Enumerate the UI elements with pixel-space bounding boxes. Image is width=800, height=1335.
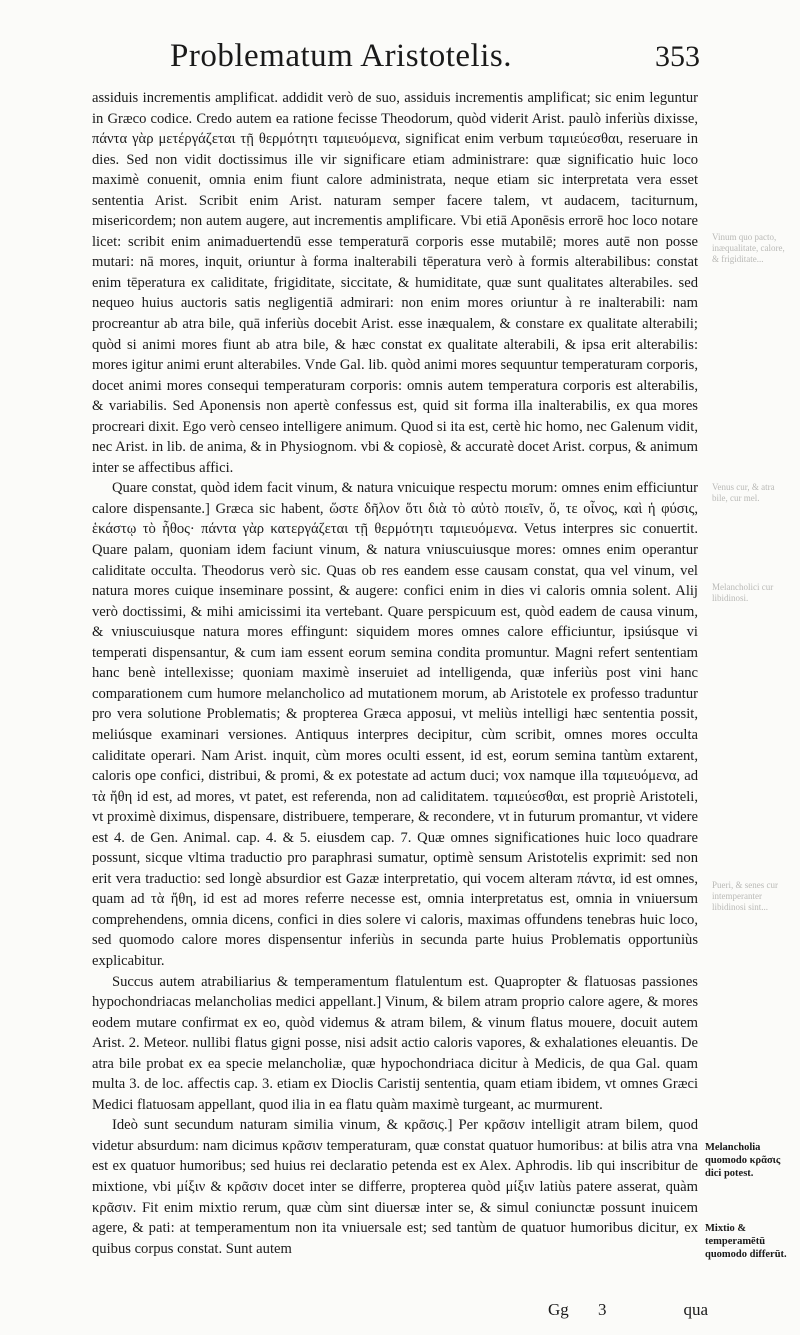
margin-note-mixtio: Mixtio & temperamētū quomodo differūt. <box>705 1223 787 1260</box>
bleed-through-note-2: Venus cur, & atra bile, cur mel. <box>712 482 775 503</box>
signature-number: 3 <box>598 1300 607 1319</box>
page-number: 353 <box>655 40 700 73</box>
paragraph-2: Quare constat, quòd idem facit vinum, & natura vnicuique respectu morum: omnes enim efficiuntur calore dispensante.] Græca sic habent, ὥστε δῆλον ὅτι διὰ τὸ αὐτὸ ποιεῖν, ὅ, τε οἶνος, καὶ ἡ φύσις, ἑκάστῳ τὸ ἦθος· πάντα γὰρ κατεργάζεται τῇ θερμότητι ταμιευόμενα. Vetus interpres sic conuertit. Quare palam, quoniam idem faciunt vinum, & natura vniuscuiusque mores: omnes enim operantur caliditate occulta. Theodorus verò sic. Quas ob res eandem esse causam constat, qua vel vinum, vel natura mores cuique inseminare possint, & augere: confici enim in dies vi caloris omnia solent. Alij verò doctissimi, & mihi amicissimi ita vertebant. Quare perspicuum est, quòd eadem de causa vinum, & vniuscuiusque natura mores effingunt: siquidem mores omnes calore efficiuntur, ipsiúsque vi temperati dispensantur, & cum iam essent eorum semina condita promuntur. Magni refert sententiam hanc benè intellexisse; quoniam maximè inseruiet ad intelligenda, quæ inferiùs post vini hanc comparationem cum humore melancholico ad mutationem morum, ab Aristotele ex professo traduntur pro vera solutione Problematis; & propterea Græca apposui, vt meliùs intelligi hæc sententia possit, meliúsque examinari versiones. Antiquus interpres decipitur, cùm scribit, omnes mores occulta caliditate operari. Nam Arist. inquit, cùm mores oculti essent, id est, eorum semina tantùm extarent, caloris ope confici, distribui, & promi, & ex potestate ad actum duci; vox namque illa ταμιευόμενα, ad τὰ ἤθη id est, ad mores, vt patet, est referenda, non ad caliditatem. ταμιεύεσθαι, est propriè Aristoteli, vt proximè diximus, dispensare, distribuere, temperare, & recondere, vt in futurum promantur, vt videre est 4. de Gen. Animal. cap. 4. & 5. eiusdem cap. 7. Quæ omnes significationes huic loco quadrare possunt, sicque vltima traductio pro paraphrasi sumatur, optimè sensum Aristotelis exprimit: sed non erit vera traductio: sed longè absurdior est Gazæ interpretatio, qui vocem alteram πάντα, id est omnes, quam ad τὰ ἤθη, id est ad mores referre necesse est, omnia interpretatus est, omnia in vniuersum comprehendens, omnia dicens, confici in dies solere vi caloris, maximas offundens tenebras huic loco, sed quomodo calore mores dispensentur inferiùs in secunda parte huius Problematis opportuniùs explicabitur. <box>92 480 698 969</box>
main-text-column <box>92 88 698 1259</box>
running-header <box>130 38 700 82</box>
bleed-through-note-4: Pueri, & senes cur intemperanter libidinosi sint... <box>712 880 778 912</box>
catchword: qua <box>683 1300 708 1319</box>
bleed-through-note-3: Melancholici cur libidinosi. <box>712 582 774 603</box>
page-footer <box>540 1300 710 1324</box>
margin-note-melancholia: Melancholia quomodo κρᾶσις dici potest. <box>705 1142 781 1179</box>
paragraph-3: Succus autem atrabiliarius & temperamentum flatulentum est. Quapropter & flatuosas passiones hypochondriacas melancholias medici appellant.] Vinum, & bilem atram proprio calore agere, & mores eodem mutare confirmat ex eo, quòd videmus & atram bilem, & vinum flatus mouere, docuit autem Arist. 2. Meteor. nullibi flatus gigni posse, nisi adsit actio caloris vapores, & exhalationes eleuantis. De atra bile probat ex ea specie melancholiæ, quæ hypochondriaca dicitur à Medicis, de qua Gal. quam multa 3. de loc. affectis cap. 3. etiam ex Dioclis Caristij sententia, quam etiam ibidem, vt omnes Græci Medici flatuosam appellant, quod ilia in ea flatu quàm maximè turgeant, ac murmurent. <box>92 973 698 1113</box>
signature-mark: Gg <box>548 1300 569 1319</box>
page-title: Problematum Aristotelis. <box>170 38 512 74</box>
bleed-through-note-1: Vinum quo pacto, inæqualitate, calore, & frigiditate... <box>712 232 785 264</box>
paragraph-1: assiduis incrementis amplificat. addidit verò de suo, assiduis incrementis amplificat; sic enim leguntur in Græco codice. Credo autem ea ratione fecisse Theodorum, quòd viderit Arist. paulò inferiùs dixisse, πάντα γὰρ μετέργάζεται τῇ θερμότητι ταμιευόμενα, significat enim verbum ταμιεύεσθαι, reseruare in dies. Sed non vidit doctissimus ille vir significare etiam administrare: quæ significatio huic loco maximè conuenit, omnia enim fiunt calore administrata, neque etiam sic interpretata vera esset sententia Arist. Scribit enim Arist. naturam semper facere talem, vt audacem, taciturnum, misericordem; non autem augere, aut incrementis amplificare. Vbi etiā Aponēsis errorē hoc loco notare licet: scribit enim animaduertendū esse temperaturā corporis esse mutabilē; mores autē non posse mutari: nā mores, inquit, oriuntur à forma inalterabili tēperatura verò à formis alterabilibus: constat enim tēperatura ex caliditate, frigiditate, siccitate, & humiditate, quæ sunt qualitates alterabiles. sed nequeo huius auctoris satis negligentiā admirari: non enim mores oriuntur à re inalterabili: nam procreantur ab atra bile, quā inferiùs docebit Arist. esse inæqualem, & constare ex qualitate alterabili; quòd si animi mores fiunt ab atra bile, & hæc constat ex qualitate alterabili, & ipsa erit alterabilis: mores igitur animi erunt alterabiles. Vnde Gal. lib. quòd animi mores sequuntur temperaturam corporis, docet animi mores consequi temperaturam corporis: omnis autem temperatura corporis est alterabilis, & variabilis. Sed Aponensis non apertè confessus est, quid sit forma illa inalterabilis, ex qua mores procreari dixit. Ego verò censeo intelligere animum. Quod si ita est, certè hic homo, nec Galenum vidit, nec Arist. in lib. de anima, & in Physiognom. vbi & copiosè, & accuratè docet Arist. corpus, & animum inter se affectibus affici. <box>92 90 698 476</box>
paragraph-4: Ideò sunt secundum naturam similia vinum, & κρᾶσις.] Per κρᾶσιν intelligit atram bilem, quod videtur absurdum: nam dicimus κρᾶσιν temperaturam, quæ constat quatuor humoribus: at bilis atra vna est ex quatuor humoribus; sed huius rei declaratio petenda est ex Alex. Aphrodis. lib qui inscribitur de mixtione, vbi μίξιν & κρᾶσιν docet inter se differre, propterea quòd μίξιν latiùs patere asserat, quàm κρᾶσιν. Fit enim mixtio rerum, quæ cùm sint diuersæ inter se, & simul coniunctæ possunt inuicem agere, & pati: at temperamentum non ita vniuersale est; sed tantùm de quatuor humoribus dicitur, ex quibus corpus constat. Sunt autem <box>92 1117 698 1257</box>
